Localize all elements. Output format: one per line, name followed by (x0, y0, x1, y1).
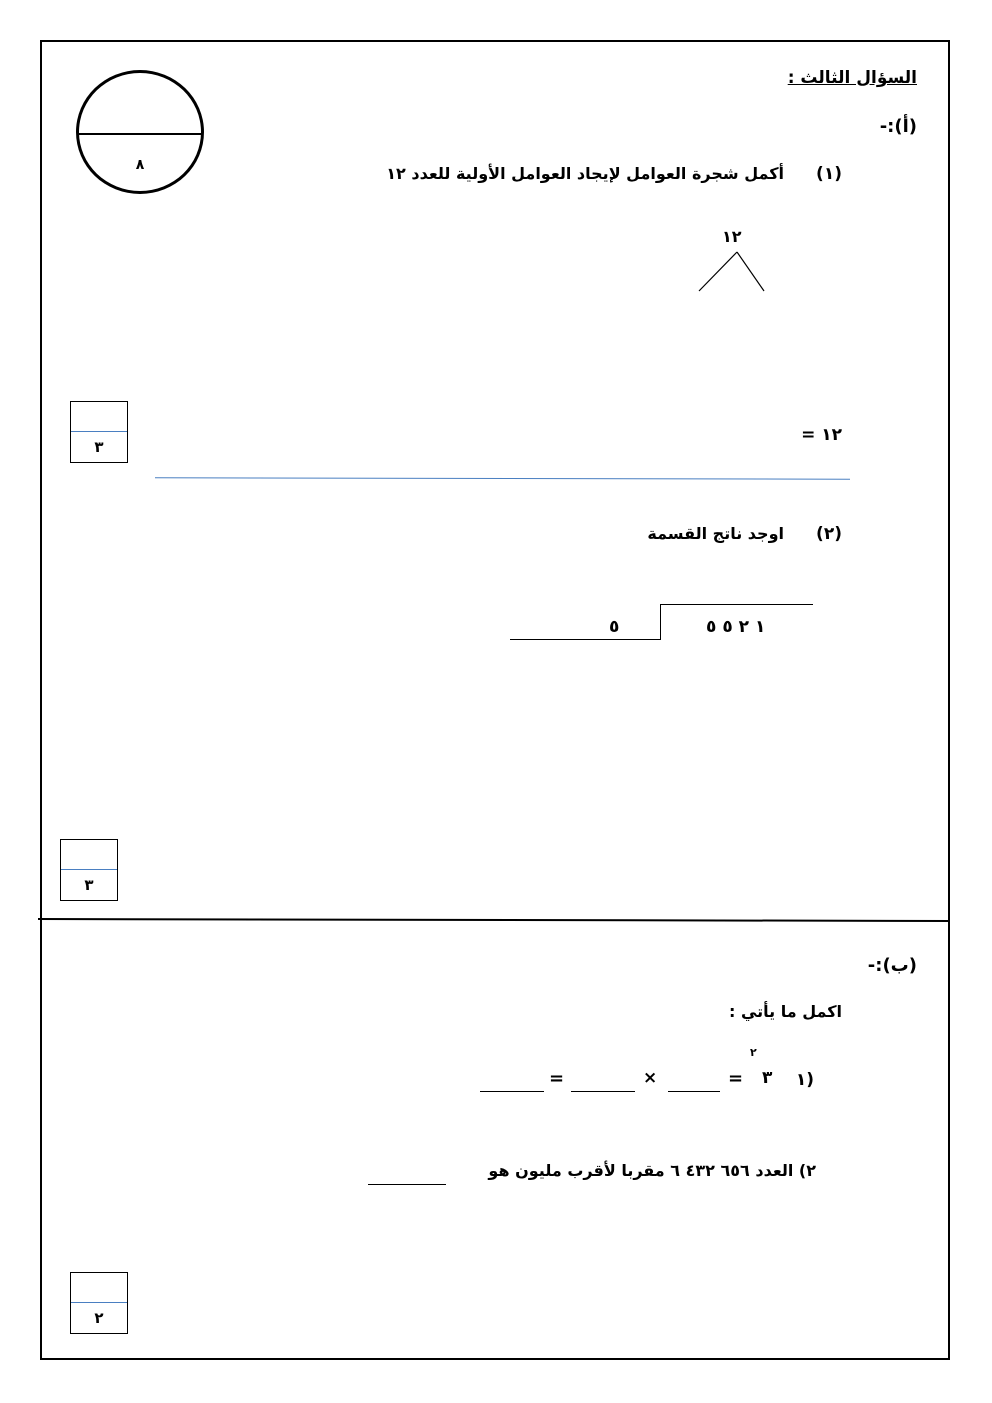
score-box-divider (71, 1302, 127, 1303)
score-box-a1 (70, 401, 128, 463)
quotient-answer-line (510, 639, 661, 640)
question-title: السؤال الثالث : (787, 68, 917, 88)
b-q1-number: (١ (795, 1070, 814, 1090)
score-value: ٢ (94, 1309, 104, 1327)
a-q2-text: اوجد ناتج القسمة (647, 524, 784, 543)
division-top-bar (660, 604, 813, 605)
b-q2-text: ٢) العدد ٦٥٦ ٤٣٢ ٦ مقربا لأقرب مليون هو (488, 1161, 816, 1180)
score-value: ٣ (84, 876, 94, 894)
b-q1-blank-3[interactable] (480, 1073, 544, 1092)
score-box-a2 (60, 839, 118, 901)
section-b-label: (ب):- (867, 955, 917, 976)
factor-tree-branches (690, 248, 770, 298)
division-separator (660, 604, 661, 640)
factor-tree-root: ١٢ (722, 227, 742, 246)
section-a-label: (أ):- (879, 116, 917, 137)
a-q2-number: (٢) (816, 524, 842, 544)
score-value: ٣ (94, 438, 104, 456)
score-box-divider (61, 869, 117, 870)
total-score-circle (76, 70, 204, 194)
b-q1-blank-2[interactable] (571, 1073, 635, 1092)
a-q1-text: أكمل شجرة العوامل لإيجاد العوامل الأولية للعدد ١٢ (386, 164, 784, 183)
b-instruction: اكمل ما يأتي : (728, 1002, 842, 1021)
score-box-divider (71, 431, 127, 432)
score-box-b (70, 1272, 128, 1334)
total-score-value: ٨ (135, 157, 145, 173)
b-q1-exponent: ٢ (750, 1046, 757, 1059)
divisor: ٥ (609, 617, 620, 637)
b-q1-times: × (643, 1068, 658, 1088)
a-q1-number: (١) (816, 164, 842, 184)
b-q1-blank-1[interactable] (668, 1073, 720, 1092)
b-q1-equals-1: = (728, 1068, 744, 1089)
b-q1-equals-2: = (549, 1068, 565, 1089)
a-q1-answer-line: ١٢ = (801, 425, 842, 445)
circle-divider (79, 133, 201, 135)
dividend: ١ ٢ ٥ ٥ (706, 617, 766, 637)
b-q2-blank[interactable] (368, 1166, 446, 1185)
b-q1-base: ٣ (762, 1068, 773, 1088)
